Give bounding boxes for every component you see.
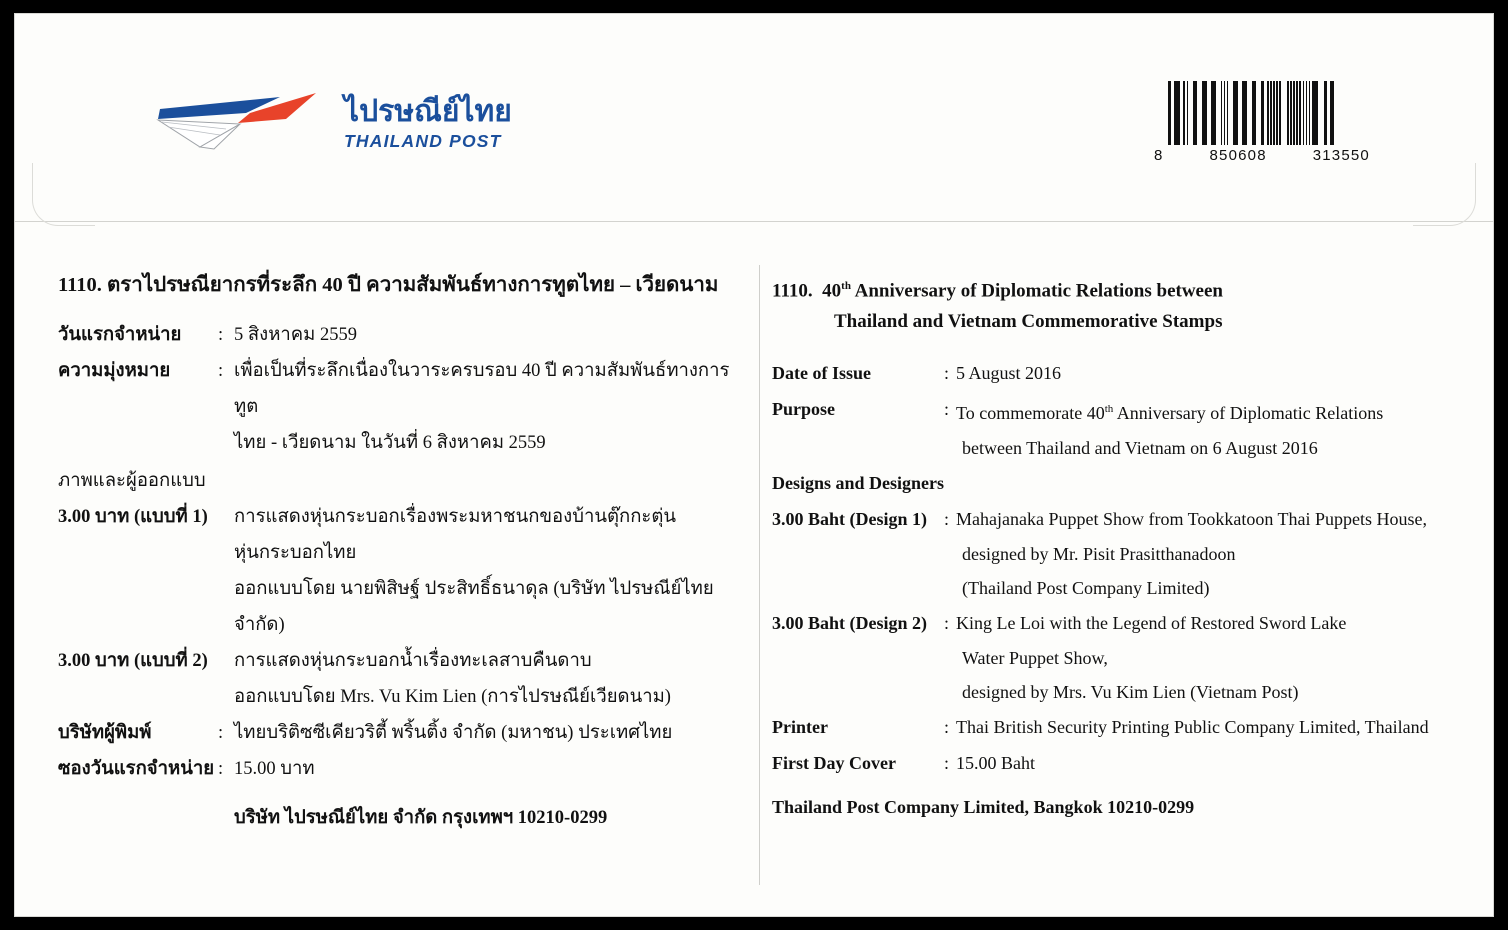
english-designs-heading: Designs and Designers — [772, 473, 945, 494]
flap-corner-left — [32, 163, 95, 226]
thai-row-design2 — [58, 643, 748, 679]
thai-date-label: วันแรกจำหน่าย — [58, 325, 182, 345]
english-fdc-label: First Day Cover — [772, 753, 896, 774]
english-purpose-sup: th — [1104, 403, 1114, 416]
english-row-design1 — [772, 501, 1488, 537]
logo-english-name: THAILAND POST — [344, 131, 502, 151]
english-row-design2 — [772, 605, 1488, 641]
english-design1-label: 3.00 Baht (Design 1) — [772, 509, 928, 530]
english-title-number: 1110. — [772, 280, 813, 302]
thai-designs-heading: ภาพและผู้ออกแบบ — [58, 471, 206, 491]
thai-row-design1 — [58, 499, 748, 535]
english-design2-line2: Water Puppet Show, — [962, 648, 1108, 669]
thai-purpose-value: เพื่อเป็นที่ระลึกเนื่องในวาระครบรอบ 40 ปี ความสัมพันธ์ทางการทูต — [234, 361, 730, 417]
english-title-sup: th — [841, 280, 851, 292]
barcode-digits — [1152, 147, 1372, 164]
english-design1-line1: Mahajanaka Puppet Show from Tookkatoon Thai Puppets House, — [956, 509, 1428, 530]
thai-footer: บริษัท ไปรษณีย์ไทย จำกัด กรุงเทพฯ 10210-0299 — [234, 808, 608, 828]
english-purpose-colon: : — [944, 399, 950, 420]
english-design1-colon: : — [944, 509, 950, 530]
logo-thai-name: ไปรษณีย์ไทย — [344, 95, 512, 128]
english-date-colon: : — [944, 363, 950, 384]
thai-column — [58, 271, 748, 832]
thai-design1-label: 3.00 บาท (แบบที่ 1) — [58, 507, 208, 527]
english-purpose-value-2: between Thailand and Vietnam on 6 August 2016 — [962, 438, 1318, 459]
english-design2-line1: King Le Loi with the Legend of Restored Sword Lake — [956, 613, 1347, 634]
english-footer: Thailand Post Company Limited, Bangkok 10210-0299 — [772, 797, 1195, 818]
thailand-post-logo — [154, 85, 534, 165]
english-design2-line3: designed by Mrs. Vu Kim Lien (Vietnam Post) — [962, 682, 1299, 703]
thai-title: 1110. ตราไปรษณียากรที่ระลึก 40 ปี ความสัมพันธ์ทางการทูตไทย – เวียดนาม — [58, 274, 719, 296]
paper-plane-icon — [154, 89, 316, 151]
english-date-value: 5 August 2016 — [956, 363, 1062, 384]
english-fdc-value: 15.00 Baht — [956, 753, 1035, 774]
thai-printer-colon: : — [218, 723, 224, 743]
thai-purpose-label: ความมุ่งหมาย — [58, 361, 171, 381]
thai-design2-line1: การแสดงหุ่นกระบอกน้ำเรื่องทะเลสาบคืนดาบ — [234, 651, 592, 671]
logo-wordmark — [344, 95, 534, 151]
english-title-anniv: 40 — [822, 280, 842, 302]
thai-purpose-colon: : — [218, 361, 224, 381]
thai-design1-line1: การแสดงหุ่นกระบอกเรื่องพระมหาชนกของบ้านตุ๊กกะตุ่น — [234, 507, 676, 527]
english-column — [772, 271, 1488, 818]
thai-purpose-value-2: ไทย - เวียดนาม ในวันที่ 6 สิงหาคม 2559 — [234, 433, 546, 453]
envelope-document — [14, 13, 1494, 917]
english-row-purpose — [772, 391, 1488, 431]
barcode-left-digit: 8 — [1154, 147, 1164, 164]
english-title — [772, 271, 1488, 337]
english-date-label: Date of Issue — [772, 363, 871, 384]
thai-row-fdc — [58, 751, 748, 787]
column-divider — [759, 265, 760, 885]
barcode-group-1: 850608 — [1209, 147, 1267, 164]
thai-row-date — [58, 317, 748, 353]
thai-printer-label: บริษัทผู้พิมพ์ — [58, 723, 152, 743]
english-row-printer — [772, 709, 1488, 745]
english-purpose-value — [956, 391, 1488, 431]
english-purpose-post: Anniversary of Diplomatic Relations — [1113, 403, 1384, 424]
english-printer-colon: : — [944, 717, 950, 738]
english-design1-line2: designed by Mr. Pisit Prasitthanadoon — [962, 544, 1236, 565]
thai-row-printer — [58, 715, 748, 751]
flap-corner-right — [1413, 163, 1476, 226]
thai-design1-line2: หุ่นกระบอกไทย — [234, 543, 357, 563]
english-printer-value: Thai British Security Printing Public Company Limited, Thailand — [956, 717, 1429, 738]
thai-printer-value: ไทยบริติซซีเคียวริตี้ พริ้นติ้ง จำกัด (มหาชน) ประเทศไทย — [234, 723, 673, 743]
flap-edge-line — [14, 221, 1494, 222]
english-title-rest: Anniversary of Diplomatic Relations between — [850, 280, 1223, 302]
english-fdc-colon: : — [944, 753, 950, 774]
thai-design2-label: 3.00 บาท (แบบที่ 2) — [58, 651, 208, 671]
english-title-line2: Thailand and Vietnam Commemorative Stamps — [834, 311, 1223, 333]
barcode — [1154, 81, 1370, 181]
thai-design2-line2: ออกแบบโดย Mrs. Vu Kim Lien (การไปรษณีย์เวียดนาม) — [234, 687, 671, 707]
thai-fdc-colon: : — [218, 759, 224, 779]
english-printer-label: Printer — [772, 717, 828, 738]
english-design1-line3: (Thailand Post Company Limited) — [962, 578, 1210, 599]
thai-date-colon: : — [218, 325, 224, 345]
thai-design1-line3: ออกแบบโดย นายพิสิษฐ์ ประสิทธิ์ธนาดุล (บริษัท ไปรษณีย์ไทย จำกัด) — [234, 579, 714, 635]
english-purpose-label: Purpose — [772, 399, 835, 420]
thai-fdc-label: ซองวันแรกจำหน่าย — [58, 759, 215, 779]
thai-row-purpose — [58, 353, 748, 425]
thai-details — [58, 317, 748, 832]
english-design2-label: 3.00 Baht (Design 2) — [772, 613, 928, 634]
thai-fdc-value: 15.00 บาท — [234, 759, 315, 779]
english-row-date — [772, 355, 1488, 391]
english-purpose-pre: To commemorate 40 — [956, 403, 1105, 424]
barcode-group-2: 313550 — [1312, 147, 1370, 164]
thai-date-value: 5 สิงหาคม 2559 — [234, 325, 357, 345]
barcode-bars — [1168, 81, 1356, 145]
english-details — [772, 355, 1488, 818]
english-row-fdc — [772, 745, 1488, 781]
english-design2-colon: : — [944, 613, 950, 634]
